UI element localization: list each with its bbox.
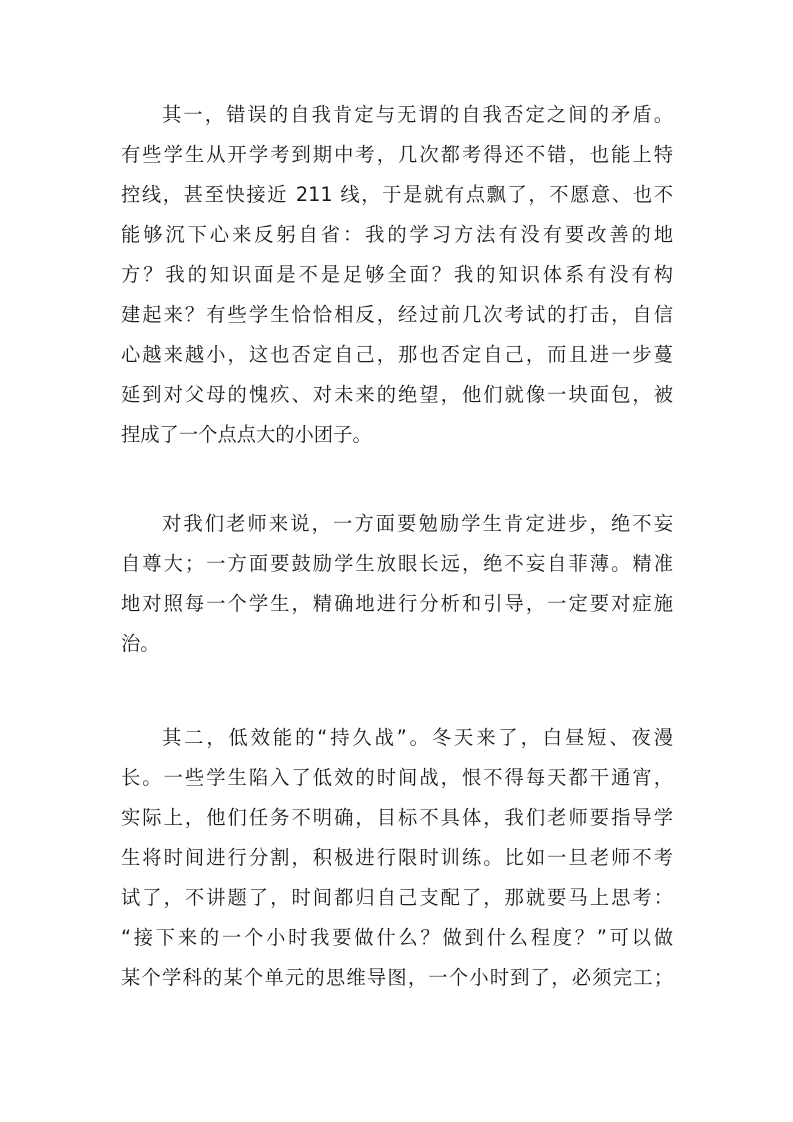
paragraph-line: 对我们老师来说，一方面要勉励学生肯定进步，绝不妄 [162, 512, 673, 535]
paragraph-line: 实际上，他们任务不明确，目标不具体，我们老师要指导学 [121, 806, 673, 829]
paragraph-line: 捏成了一个点点大的小团子。 [121, 423, 372, 446]
paragraph-line: 生将时间进行分割，积极进行限时训练。比如一旦老师不考 [121, 846, 673, 869]
paragraph-line: 建起来？有些学生恰恰相反，经过前几次考试的打击，自信 [121, 303, 673, 326]
paragraph-line: 试了，不讲题了，时间都归自己支配了，那就要马上思考： [121, 886, 673, 909]
paragraph-line: 地对照每一个学生，精确地进行分析和引导，一定要对症施 [121, 592, 673, 615]
paragraph-line: 有些学生从开学考到期中考，几次都考得还不错，也能上特 [121, 143, 673, 166]
paragraph-line: 能够沉下心来反躬自省：我的学习方法有没有要改善的地 [121, 223, 673, 246]
paragraph-line: 其二，低效能的“持久战”。冬天来了，白昼短、夜漫 [162, 726, 673, 749]
paragraph-line: 治。 [121, 632, 160, 655]
paragraph-line: 其一，错误的自我肯定与无谓的自我否定之间的矛盾。 [162, 103, 673, 126]
paragraph-line: 长。一些学生陷入了低效的时间战，恨不得每天都干通宵， [121, 766, 673, 789]
paragraph-line: 心越来越小，这也否定自己，那也否定自己，而且进一步蔓 [121, 343, 673, 366]
paragraph-line: 延到对父母的愧疚、对未来的绝望，他们就像一块面包，被 [121, 383, 673, 406]
paragraph-line: 控线，甚至快接近 211 线，于是就有点飘了，不愿意、也不 [121, 183, 673, 206]
paragraph-line: 自尊大；一方面要鼓励学生放眼长远，绝不妄自菲薄。精准 [121, 552, 673, 575]
paragraph-line: 某个学科的某个单元的思维导图，一个小时到了，必须完工； [121, 966, 673, 989]
paragraph-line: “接下来的一个小时我要做什么？做到什么程度？”可以做 [121, 926, 673, 949]
paragraph-line: 方？我的知识面是不是足够全面？我的知识体系有没有构 [121, 263, 673, 286]
